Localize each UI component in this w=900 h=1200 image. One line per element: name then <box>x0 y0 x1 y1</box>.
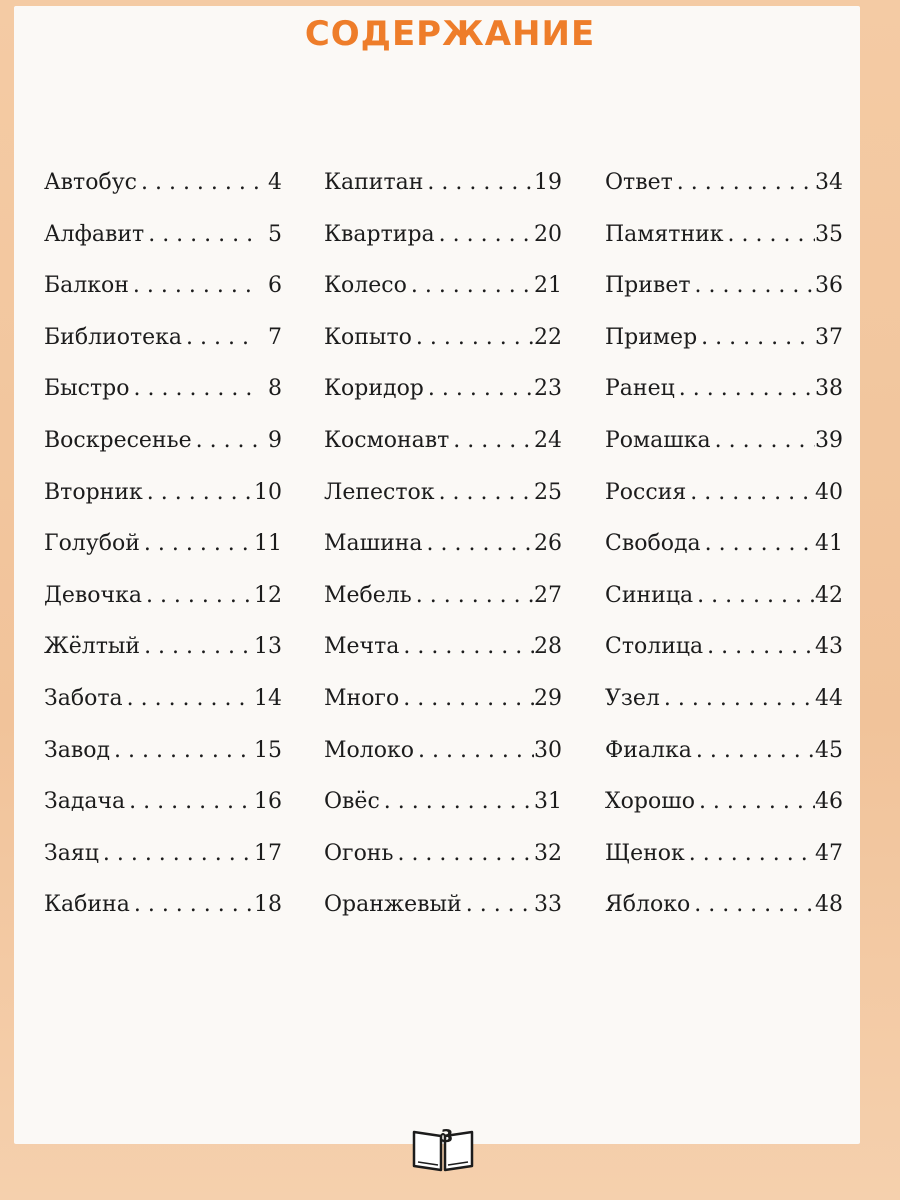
toc-entry-word: Задача <box>44 789 126 815</box>
toc-entry <box>605 738 843 790</box>
toc-entry-page: 10 <box>254 479 282 505</box>
toc-leader-dots <box>435 222 534 247</box>
toc-entry-page: 21 <box>534 273 562 299</box>
toc-leader-dots <box>703 634 815 659</box>
toc-entry-word: Квартира <box>324 221 435 247</box>
toc-entry-word: Космонавт <box>324 427 450 453</box>
toc-leader-dots <box>129 273 258 298</box>
toc-leader-dots <box>660 686 815 711</box>
toc-entry-word: Оранжевый <box>324 892 462 918</box>
toc-entry-page: 18 <box>254 892 282 918</box>
toc-entry <box>324 531 562 583</box>
toc-leader-dots <box>686 480 815 505</box>
toc-entry-word: Лепесток <box>324 479 435 505</box>
toc-entry <box>605 428 843 480</box>
toc-leader-dots <box>423 531 534 556</box>
toc-entry-page: 25 <box>534 479 562 505</box>
toc-entry-page: 20 <box>534 221 562 247</box>
toc-entry-word: Автобус <box>44 170 137 195</box>
toc-entry <box>324 841 562 893</box>
toc-entry <box>324 892 562 944</box>
toc-entry-page: 28 <box>534 634 562 660</box>
toc-entry-word: Забота <box>44 685 123 711</box>
toc-entry-page: 27 <box>534 582 562 608</box>
toc-entry <box>605 892 843 944</box>
toc-entry-word: Свобода <box>605 531 701 557</box>
toc-entry-word: Мебель <box>324 582 412 608</box>
toc-entry-page: 12 <box>254 582 282 608</box>
toc-entry-word: Молоко <box>324 737 414 763</box>
toc-entry <box>324 634 562 686</box>
toc-entry <box>605 841 843 893</box>
toc-entry-word: Ранец <box>605 376 675 402</box>
toc-entry-page: 7 <box>268 324 282 350</box>
toc-leader-dots <box>393 841 534 866</box>
toc-entry-word: Ответ <box>605 170 673 195</box>
toc-entry <box>44 480 282 532</box>
toc-entry-word: Кабина <box>44 892 130 918</box>
toc-entry-page: 23 <box>534 376 562 402</box>
toc-entry-page: 8 <box>268 376 282 402</box>
page-footer <box>0 1112 900 1172</box>
toc-entry-page: 33 <box>534 892 562 918</box>
toc-column-1 <box>44 170 282 944</box>
toc-entry <box>605 583 843 635</box>
toc-entry-word: Пример <box>605 324 698 350</box>
table-of-contents <box>0 170 900 950</box>
toc-leader-dots <box>691 273 815 298</box>
toc-entry <box>44 376 282 428</box>
toc-entry-page: 17 <box>254 840 282 866</box>
toc-entry <box>605 325 843 377</box>
toc-entry-page: 22 <box>534 324 562 350</box>
toc-leader-dots <box>414 738 534 763</box>
toc-column-3 <box>605 170 843 944</box>
toc-leader-dots <box>724 222 815 247</box>
toc-entry-page: 39 <box>815 427 843 453</box>
toc-entry <box>324 583 562 635</box>
toc-entry-word: Памятник <box>605 221 724 247</box>
toc-leader-dots <box>99 841 254 866</box>
toc-entry-page: 41 <box>815 531 843 557</box>
toc-entry-page: 29 <box>534 685 562 711</box>
toc-entry-word: Жёлтый <box>44 634 141 660</box>
toc-entry <box>605 273 843 325</box>
toc-entry-word: Колесо <box>324 273 407 299</box>
toc-entry <box>324 376 562 428</box>
toc-entry <box>324 273 562 325</box>
toc-entry <box>324 480 562 532</box>
toc-entry-word: Заяц <box>44 840 99 866</box>
toc-entry-word: Огонь <box>324 840 394 866</box>
toc-entry-page: 19 <box>534 170 562 195</box>
toc-leader-dots <box>143 480 254 505</box>
toc-entry <box>605 170 843 222</box>
toc-entry-word: Голубой <box>44 531 140 557</box>
toc-entry-word: Девочка <box>44 582 142 608</box>
toc-column-2 <box>324 170 562 944</box>
toc-entry-page: 35 <box>815 221 843 247</box>
toc-entry-word: Коридор <box>324 376 424 402</box>
toc-entry <box>44 789 282 841</box>
toc-entry <box>44 428 282 480</box>
toc-entry <box>324 738 562 790</box>
toc-entry <box>605 686 843 738</box>
toc-entry-word: Синица <box>605 582 694 608</box>
toc-entry <box>605 480 843 532</box>
toc-leader-dots <box>380 789 534 814</box>
toc-entry-page: 14 <box>254 685 282 711</box>
toc-leader-dots <box>399 686 534 711</box>
toc-entry-page: 42 <box>815 582 843 608</box>
toc-entry <box>605 634 843 686</box>
toc-leader-dots <box>399 634 534 659</box>
toc-entry <box>324 170 562 222</box>
toc-entry <box>324 222 562 274</box>
toc-entry-word: Капитан <box>324 170 424 195</box>
toc-leader-dots <box>675 376 815 401</box>
toc-leader-dots <box>701 531 815 556</box>
toc-entry-page: 36 <box>815 273 843 299</box>
toc-leader-dots <box>423 170 534 195</box>
toc-leader-dots <box>412 583 534 608</box>
toc-entry-page: 37 <box>815 324 843 350</box>
toc-entry-word: Узел <box>605 685 660 711</box>
toc-leader-dots <box>449 428 534 453</box>
toc-entry <box>44 325 282 377</box>
toc-leader-dots <box>110 738 254 763</box>
toc-leader-dots <box>711 428 815 453</box>
toc-entry <box>324 789 562 841</box>
toc-entry-page: 9 <box>268 427 282 453</box>
toc-entry-word: Фиалка <box>605 737 692 763</box>
toc-leader-dots <box>673 170 815 195</box>
toc-entry-word: Быстро <box>44 376 130 402</box>
toc-leader-dots <box>140 531 254 556</box>
toc-entry-word: Привет <box>605 273 691 299</box>
toc-leader-dots <box>192 428 258 453</box>
toc-entry-page: 11 <box>254 531 282 557</box>
toc-leader-dots <box>424 376 534 401</box>
toc-entry <box>44 222 282 274</box>
toc-leader-dots <box>435 480 534 505</box>
toc-leader-dots <box>144 222 258 247</box>
toc-entry-page: 34 <box>815 170 843 195</box>
toc-entry <box>44 531 282 583</box>
page-title: СОДЕРЖАНИЕ <box>304 14 596 54</box>
toc-entry <box>44 892 282 944</box>
toc-entry <box>605 376 843 428</box>
toc-entry-page: 48 <box>815 892 843 918</box>
toc-entry-page: 31 <box>534 789 562 815</box>
toc-entry-word: Библиотека <box>44 324 183 350</box>
toc-entry-page: 32 <box>534 840 562 866</box>
toc-entry-page: 4 <box>268 170 282 195</box>
toc-entry-page: 26 <box>534 531 562 557</box>
toc-entry <box>324 428 562 480</box>
toc-entry <box>44 841 282 893</box>
toc-entry-word: Машина <box>324 531 423 557</box>
toc-entry <box>44 686 282 738</box>
toc-entry-page: 15 <box>254 737 282 763</box>
toc-leader-dots <box>142 583 254 608</box>
toc-entry-page: 24 <box>534 427 562 453</box>
toc-leader-dots <box>693 583 815 608</box>
toc-entry <box>44 634 282 686</box>
toc-entry <box>605 222 843 274</box>
toc-entry-page: 43 <box>815 634 843 660</box>
toc-entry-word: Алфавит <box>44 221 145 247</box>
toc-entry-word: Ромашка <box>605 427 711 453</box>
toc-leader-dots <box>462 892 534 917</box>
toc-entry <box>605 789 843 841</box>
toc-leader-dots <box>123 686 254 711</box>
page-number: 3 <box>440 1126 454 1147</box>
toc-entry-word: Мечта <box>324 634 400 660</box>
toc-entry-page: 5 <box>268 221 282 247</box>
toc-entry-page: 16 <box>254 789 282 815</box>
toc-leader-dots <box>412 325 534 350</box>
toc-entry-word: Хорошо <box>605 789 695 815</box>
toc-entry <box>44 170 282 222</box>
toc-leader-dots <box>140 634 254 659</box>
toc-entry <box>44 738 282 790</box>
toc-leader-dots <box>695 789 815 814</box>
toc-entry <box>324 686 562 738</box>
toc-leader-dots <box>407 273 534 298</box>
toc-entry-word: Щенок <box>605 840 685 866</box>
toc-leader-dots <box>130 376 259 401</box>
toc-leader-dots <box>130 892 254 917</box>
toc-leader-dots <box>697 325 815 350</box>
toc-entry-page: 40 <box>815 479 843 505</box>
toc-leader-dots <box>690 892 815 917</box>
toc-entry-word: Копыто <box>324 324 412 350</box>
toc-leader-dots <box>137 170 258 195</box>
toc-leader-dots <box>685 841 815 866</box>
toc-entry-page: 45 <box>815 737 843 763</box>
toc-entry-word: Много <box>324 685 400 711</box>
toc-entry-word: Воскресенье <box>44 427 192 453</box>
toc-entry-word: Завод <box>44 737 110 763</box>
toc-entry <box>44 583 282 635</box>
toc-entry-word: Яблоко <box>605 892 691 918</box>
toc-entry <box>605 531 843 583</box>
toc-entry-page: 13 <box>254 634 282 660</box>
toc-leader-dots <box>692 738 815 763</box>
toc-leader-dots <box>125 789 254 814</box>
toc-entry-word: Столица <box>605 634 704 660</box>
toc-entry-page: 30 <box>534 737 562 763</box>
toc-entry <box>324 325 562 377</box>
toc-entry-page: 38 <box>815 376 843 402</box>
toc-entry-page: 47 <box>815 840 843 866</box>
toc-entry-word: Овёс <box>324 789 380 815</box>
toc-entry-page: 6 <box>268 273 282 299</box>
toc-entry-word: Россия <box>605 479 687 505</box>
toc-entry <box>44 273 282 325</box>
toc-entry-word: Вторник <box>44 479 143 505</box>
toc-entry-page: 44 <box>815 685 843 711</box>
toc-leader-dots <box>182 325 258 350</box>
toc-entry-page: 46 <box>815 789 843 815</box>
toc-entry-word: Балкон <box>44 273 129 299</box>
